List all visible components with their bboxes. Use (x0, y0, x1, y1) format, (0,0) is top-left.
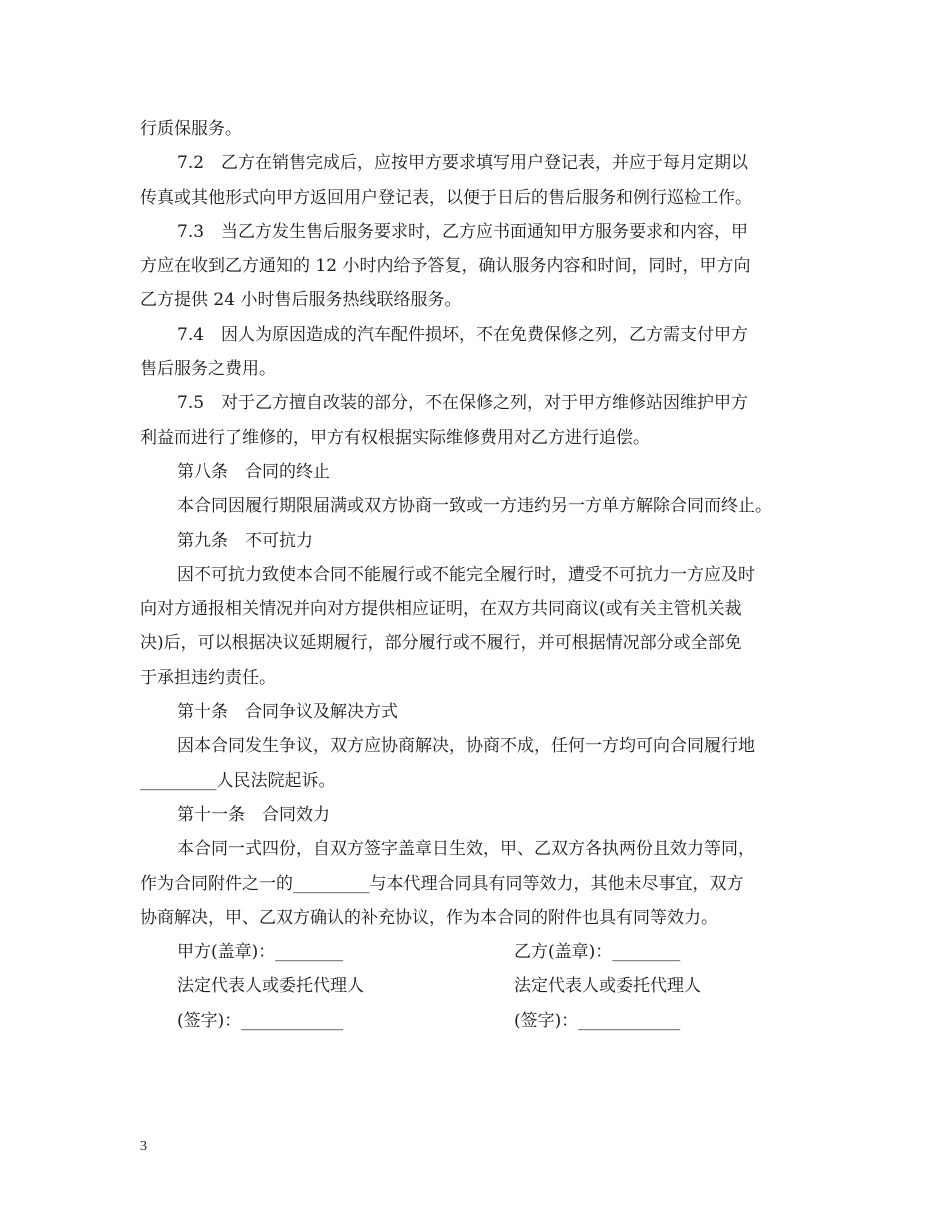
text-line: 传真或其他形式向甲方返回用户登记表，以便于日后的售后服务和例行巡检工作。 (140, 187, 752, 208)
page-number: 3 (140, 1139, 147, 1154)
text-line: 乙方提供 24 小时售后服务热线联络服务。 (140, 290, 462, 311)
text-line: 作为合同附件之一的_________与本代理合同具有同等效力，其他未尽事宜，双方 (140, 873, 744, 894)
text-line: 第八条 合同的终止 (177, 461, 330, 482)
party-a-sign: (签字)：____________ (177, 1010, 344, 1031)
text-line: 因不可抗力致使本合同不能履行或不能完全履行时，遭受不可抗力一方应及时 (177, 564, 755, 585)
text-line: 本合同因履行期限届满或双方协商一致或一方违约另一方单方解除合同而终止。 (177, 496, 772, 517)
text-line: 协商解决，甲、乙双方确认的补充协议，作为本合同的附件也具有同等效力。 (140, 907, 718, 928)
text-line: 方应在收到乙方通知的 12 小时内给予答复，确认服务内容和时间，同时，甲方向 (140, 256, 751, 277)
text-line: 于承担违约责任。 (140, 667, 276, 688)
text-line: 行质保服务。 (140, 119, 242, 139)
text-line: 因本合同发生争议，双方应协商解决，协商不成，任何一方均可向合同履行地 (177, 736, 755, 757)
contract-body (140, 112, 816, 1038)
party-b-representative: 法定代表人或委托代理人 (514, 976, 701, 997)
text-line: 第十条 合同争议及解决方式 (177, 702, 398, 723)
text-line: 第九条 不可抗力 (177, 530, 313, 551)
text-line: 利益而进行了维修的，甲方有权根据实际维修费用对乙方进行追偿。 (140, 427, 650, 448)
text-line: 向对方通报相关情况并向对方提供相应证明，在双方共同商议(或有关主管机关裁 (140, 599, 742, 620)
text-line: 7.5 对于乙方擅自改装的部分，不在保修之列，对于甲方维修站因维护甲方 (177, 393, 749, 414)
signature-row-seal (140, 935, 816, 969)
party-b-seal: 乙方(盖章)：________ (514, 942, 681, 963)
contract-text (140, 112, 816, 935)
text-line: 第十一条 合同效力 (177, 804, 330, 825)
text-line: 售后服务之费用。 (140, 359, 276, 380)
signature-row-sign (140, 1004, 816, 1038)
text-line: 决)后，可以根据决议延期履行，部分履行或不履行，并可根据情况部分或全部免 (140, 633, 742, 654)
text-line: 7.3 当乙方发生售后服务要求时，乙方应书面通知甲方服务要求和内容，甲 (177, 221, 749, 242)
signature-row-representative (140, 969, 816, 1003)
party-a-seal: 甲方(盖章)：________ (177, 942, 344, 963)
party-a-representative: 法定代表人或委托代理人 (177, 976, 364, 997)
text-line: 7.4 因人为原因造成的汽车配件损坏，不在免费保修之列，乙方需支付甲方 (177, 324, 749, 345)
text-line: _________人民法院起诉。 (140, 770, 336, 791)
text-line: 本合同一式四份，自双方签字盖章日生效，甲、乙双方各执两份且效力等同， (177, 839, 755, 860)
text-line: 7.2 乙方在销售完成后，应按甲方要求填写用户登记表，并应于每月定期以 (177, 153, 749, 174)
party-b-sign: (签字)：____________ (514, 1010, 681, 1031)
